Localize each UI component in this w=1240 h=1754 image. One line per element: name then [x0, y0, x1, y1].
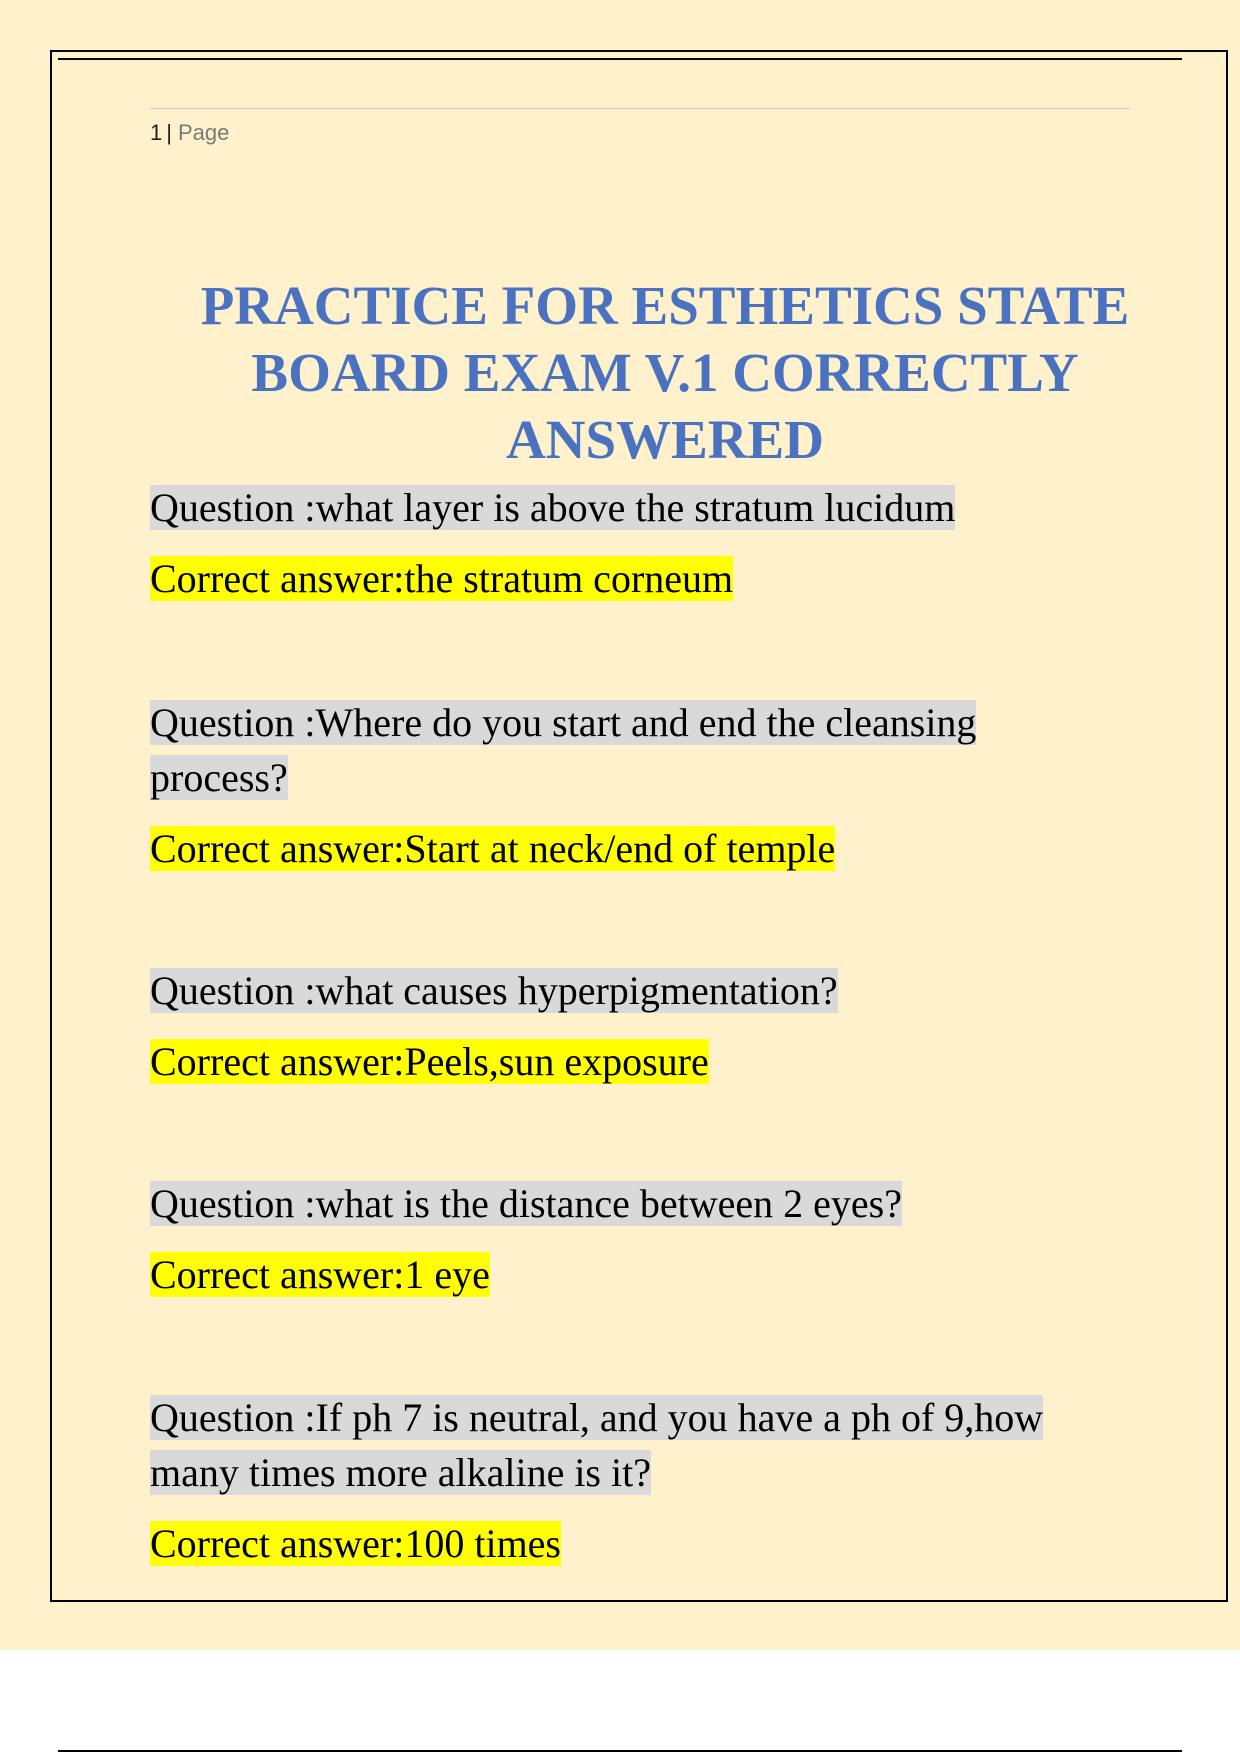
qa-item — [150, 480, 1090, 622]
page-number-header — [150, 120, 229, 146]
answer-text: Correct answer:1 eye — [150, 1252, 490, 1297]
question-text: Question :what layer is above the stratum lucidum — [150, 485, 956, 530]
next-page-border-top — [58, 1750, 1182, 1752]
question-text-continued: process? — [150, 755, 288, 800]
answer-text: Correct answer:Peels,sun exposure — [150, 1039, 709, 1084]
question-text: Question :what is the distance between 2 eyes? — [150, 1181, 902, 1226]
qa-item — [150, 695, 1090, 892]
header-rule — [150, 108, 1130, 109]
document-title — [150, 272, 1180, 473]
page-number: 1 — [150, 120, 163, 145]
page-border-inner-line — [58, 58, 1182, 60]
qa-item — [150, 963, 1090, 1105]
question-text: Question :what causes hyperpigmentation? — [150, 968, 838, 1013]
answer-text: Correct answer:100 times — [150, 1521, 561, 1566]
qa-item — [150, 1390, 1090, 1587]
question-text: Question :Where do you start and end the cleansing — [150, 700, 977, 745]
qa-item — [150, 1176, 1090, 1318]
page-word: Page — [177, 120, 230, 145]
answer-text: Correct answer:the stratum corneum — [150, 556, 734, 601]
title-line: BOARD EXAM V.1 CORRECTLY — [251, 342, 1079, 403]
title-line: ANSWERED — [506, 409, 824, 470]
question-text-continued: many times more alkaline is it? — [150, 1450, 651, 1495]
question-text: Question :If ph 7 is neutral, and you have a ph of 9,how — [150, 1395, 1044, 1440]
answer-text: Correct answer:Start at neck/end of temple — [150, 826, 836, 871]
title-line: PRACTICE FOR ESTHETICS STATE — [200, 275, 1130, 336]
page-number-separator: | — [166, 120, 172, 145]
